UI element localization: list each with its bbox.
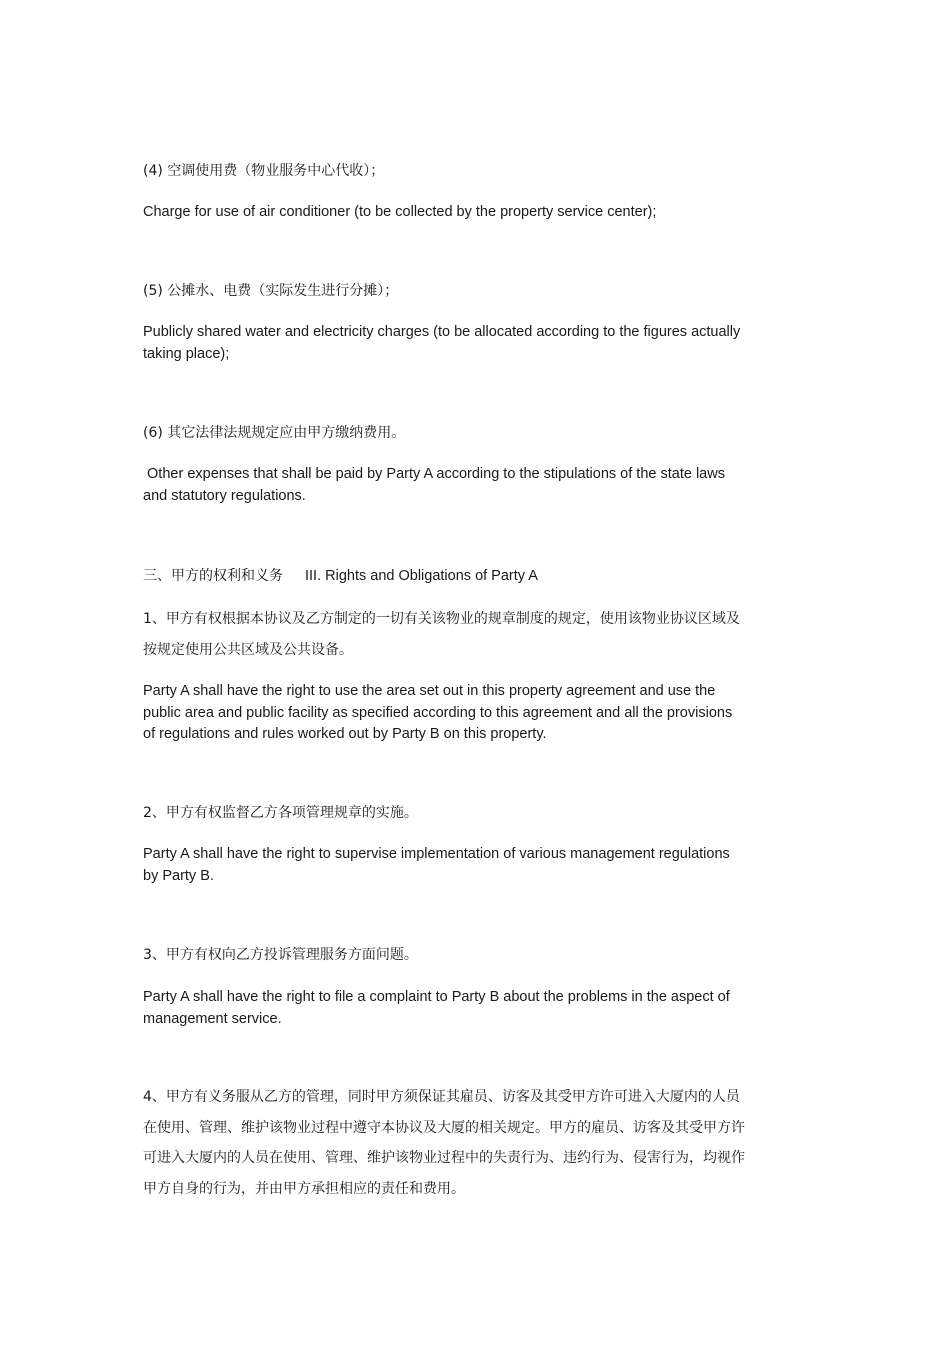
item-4-zh: 4、甲方有义务服从乙方的管理，同时甲方须保证其雇员、访客及其受甲方许可进入大厦内的人员在使用、管理、维护该物业过程中遵守本协议及大厦的相关规定。甲方的雇员、访客及其受甲方许可进入大厦内的人员在使用、管理、维护该物业过程中的失责行为、违约行为、侵害行为，均视作甲方自身的行为，并由甲方承担相应的责任和费用。 [143, 1089, 745, 1197]
item-3-en: Party A shall have the right to file a complaint to Party B about the problems in the aspect of management service. [143, 989, 730, 1027]
fee-4-en: Charge for use of air conditioner (to be collected by the property service center); [143, 204, 657, 220]
item-2-en: Party A shall have the right to supervise implementation of various management regulations by Party B. [143, 846, 730, 884]
fee-6-en: Other expenses that shall be paid by Party A according to the stipulations of the state laws and statutory regulations. [143, 466, 729, 504]
item-1-zh: 1、甲方有权根据本协议及乙方制定的一切有关该物业的规章制度的规定，使用该物业协议区域及按规定使用公共区域及公共设备。 [143, 611, 740, 658]
item-1-en: Party A shall have the right to use the area set out in this property agreement and use the public area and public facility as specified according to this agreement and all the provisions of regulations and rules worked out by Party B on this property. [143, 683, 733, 742]
fee-4-zh: (4) 空调使用费（物业服务中心代收）； [143, 163, 385, 179]
item-2-zh: 2、甲方有权监督乙方各项管理规章的实施。 [143, 805, 418, 821]
section-heading-zh: 三、甲方的权利和义务 [143, 568, 283, 584]
fee-5-zh: (5) 公摊水、电费（实际发生进行分摊）； [143, 283, 399, 299]
item-3-zh: 3、甲方有权向乙方投诉管理服务方面问题。 [143, 947, 418, 963]
fee-6-zh: (6) 其它法律法规规定应由甲方缴纳费用。 [143, 425, 406, 441]
section-heading-en: III. Rights and Obligations of Party A [305, 568, 538, 584]
section-heading [143, 561, 748, 592]
fee-5-en: Publicly shared water and electricity charges (to be allocated according to the figures actually taking place); [143, 324, 741, 362]
